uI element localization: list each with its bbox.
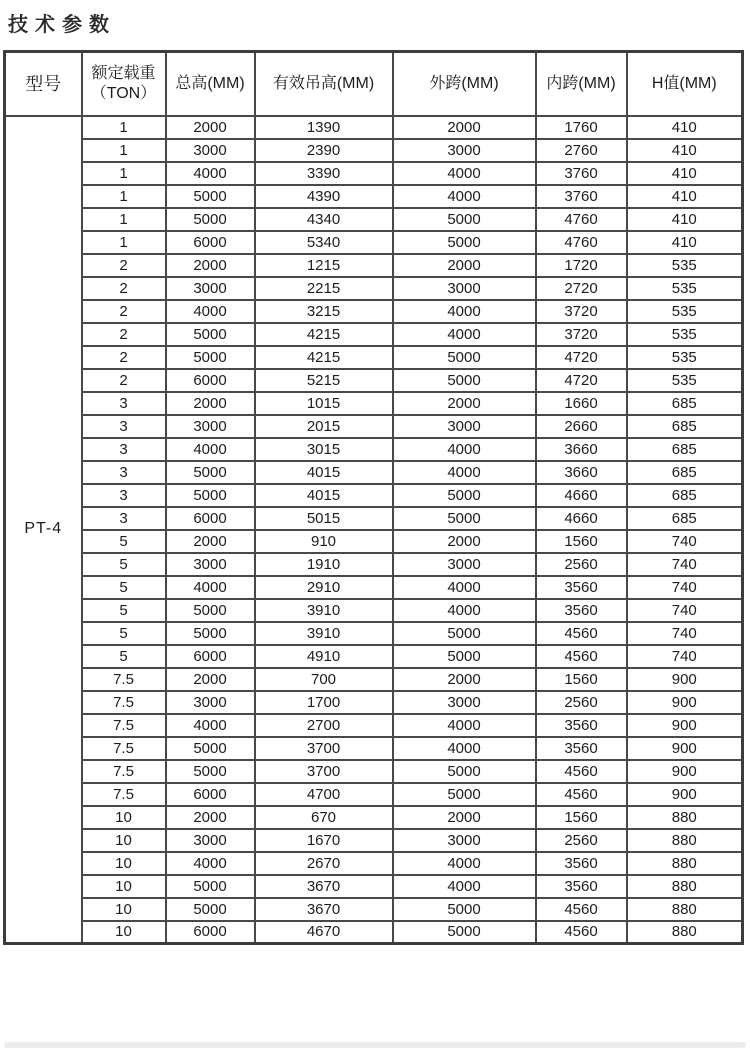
table-cell: 740 <box>627 530 743 553</box>
table-cell: 2 <box>82 323 166 346</box>
table-cell: 4760 <box>536 208 627 231</box>
table-cell: 5000 <box>166 875 255 898</box>
table-cell: 685 <box>627 438 743 461</box>
table-cell: 535 <box>627 369 743 392</box>
table-row <box>5 668 743 691</box>
table-cell: 2660 <box>536 415 627 438</box>
table-cell: 1 <box>82 162 166 185</box>
header-total-height: 总高(MM) <box>166 52 255 116</box>
table-cell: 700 <box>255 668 393 691</box>
table-cell: 5000 <box>166 760 255 783</box>
header-effective-lift-height: 有效吊高(MM) <box>255 52 393 116</box>
table-cell: 3390 <box>255 162 393 185</box>
header-inner-span: 内跨(MM) <box>536 52 627 116</box>
table-cell: 4670 <box>255 921 393 944</box>
table-cell: 5 <box>82 622 166 645</box>
table-cell: 6000 <box>166 369 255 392</box>
table-row <box>5 300 743 323</box>
table-cell: 6000 <box>166 507 255 530</box>
table-row <box>5 139 743 162</box>
table-cell: 880 <box>627 921 743 944</box>
table-cell: 2000 <box>393 806 536 829</box>
table-cell: 4000 <box>393 737 536 760</box>
table-cell: 3 <box>82 415 166 438</box>
table-cell: 4000 <box>393 300 536 323</box>
table-cell: 5015 <box>255 507 393 530</box>
table-cell: 1 <box>82 208 166 231</box>
table-cell: 5 <box>82 599 166 622</box>
table-cell: 3000 <box>393 139 536 162</box>
table-cell: 2390 <box>255 139 393 162</box>
table-cell: 2015 <box>255 415 393 438</box>
table-row <box>5 484 743 507</box>
table-cell: 4660 <box>536 484 627 507</box>
table-cell: 2560 <box>536 553 627 576</box>
table-row <box>5 369 743 392</box>
table-cell: 3000 <box>393 415 536 438</box>
table-cell: 4560 <box>536 783 627 806</box>
table-row <box>5 760 743 783</box>
table-cell: 3560 <box>536 714 627 737</box>
table-cell: 2700 <box>255 714 393 737</box>
table-cell: 4910 <box>255 645 393 668</box>
table-cell: 2000 <box>393 530 536 553</box>
table-row <box>5 737 743 760</box>
table-cell: 4000 <box>393 714 536 737</box>
table-cell: 3910 <box>255 599 393 622</box>
table-cell: 5000 <box>393 622 536 645</box>
table-cell: 4390 <box>255 185 393 208</box>
table-cell: 3660 <box>536 438 627 461</box>
table-cell: 2000 <box>166 254 255 277</box>
table-cell: 685 <box>627 484 743 507</box>
table-cell: 4215 <box>255 323 393 346</box>
header-row <box>5 52 743 116</box>
table-cell: 740 <box>627 622 743 645</box>
table-row <box>5 553 743 576</box>
table-cell: 4015 <box>255 484 393 507</box>
table-cell: 3560 <box>536 737 627 760</box>
table-cell: 410 <box>627 116 743 139</box>
table-cell: 3560 <box>536 875 627 898</box>
table-cell: 3000 <box>166 553 255 576</box>
table-cell: 410 <box>627 185 743 208</box>
table-cell: 5000 <box>166 599 255 622</box>
table-cell: 2 <box>82 254 166 277</box>
table-cell: 2670 <box>255 852 393 875</box>
table-cell: 10 <box>82 829 166 852</box>
table-row <box>5 852 743 875</box>
table-cell: 1215 <box>255 254 393 277</box>
table-cell: 535 <box>627 346 743 369</box>
table-cell: 7.5 <box>82 714 166 737</box>
table-cell: 1670 <box>255 829 393 852</box>
table-cell: 5000 <box>393 921 536 944</box>
table-cell: 2000 <box>393 668 536 691</box>
table-cell: 535 <box>627 323 743 346</box>
table-cell: 4000 <box>393 576 536 599</box>
table-cell: 3000 <box>166 691 255 714</box>
table-cell: 1910 <box>255 553 393 576</box>
table-cell: 4000 <box>166 852 255 875</box>
table-cell: 2000 <box>393 116 536 139</box>
table-row <box>5 530 743 553</box>
table-cell: 3000 <box>393 277 536 300</box>
table-cell: 3 <box>82 507 166 530</box>
table-cell: 6000 <box>166 921 255 944</box>
table-row <box>5 622 743 645</box>
table-cell: 5340 <box>255 231 393 254</box>
bottom-strip <box>4 1042 746 1048</box>
table-cell: 410 <box>627 162 743 185</box>
table-cell: 5000 <box>166 323 255 346</box>
table-cell: 685 <box>627 507 743 530</box>
table-cell: 3215 <box>255 300 393 323</box>
table-row <box>5 116 743 139</box>
table-cell: 5 <box>82 530 166 553</box>
table-cell: 7.5 <box>82 783 166 806</box>
table-cell: 740 <box>627 599 743 622</box>
table-cell: 10 <box>82 852 166 875</box>
table-row <box>5 714 743 737</box>
table-cell: 4000 <box>393 875 536 898</box>
table-cell: 3 <box>82 484 166 507</box>
table-cell: 410 <box>627 139 743 162</box>
table-cell: 3000 <box>393 829 536 852</box>
table-cell: 3000 <box>166 829 255 852</box>
table-cell: 10 <box>82 921 166 944</box>
table-cell: 2910 <box>255 576 393 599</box>
table-cell: 2 <box>82 300 166 323</box>
table-body <box>5 116 743 944</box>
table-row <box>5 185 743 208</box>
table-cell: 5000 <box>393 484 536 507</box>
table-row <box>5 645 743 668</box>
table-cell: 5000 <box>393 760 536 783</box>
table-cell: 670 <box>255 806 393 829</box>
table-cell: 1760 <box>536 116 627 139</box>
table-cell: 4660 <box>536 507 627 530</box>
table-cell: 1560 <box>536 530 627 553</box>
table-cell: 900 <box>627 783 743 806</box>
header-rated-load-line1: 额定载重 <box>91 64 156 82</box>
table-cell: 1015 <box>255 392 393 415</box>
table-cell: 3 <box>82 438 166 461</box>
table-cell: 4000 <box>393 599 536 622</box>
table-cell: 2560 <box>536 691 627 714</box>
table-cell: 4700 <box>255 783 393 806</box>
table-cell: 410 <box>627 231 743 254</box>
table-cell: 4560 <box>536 898 627 921</box>
table-cell: 1700 <box>255 691 393 714</box>
table-cell: 10 <box>82 875 166 898</box>
table-cell: 4000 <box>166 438 255 461</box>
table-cell: 2 <box>82 277 166 300</box>
table-cell: 4560 <box>536 622 627 645</box>
table-cell: 10 <box>82 898 166 921</box>
table-cell: 2 <box>82 369 166 392</box>
table-cell: 3000 <box>393 691 536 714</box>
table-cell: 5215 <box>255 369 393 392</box>
table-cell: 535 <box>627 254 743 277</box>
table-cell: 740 <box>627 553 743 576</box>
table-cell: 5000 <box>166 737 255 760</box>
table-cell: 6000 <box>166 783 255 806</box>
table-cell: 3560 <box>536 599 627 622</box>
table-cell: 4560 <box>536 921 627 944</box>
table-cell: 5000 <box>166 208 255 231</box>
table-cell: 4000 <box>166 576 255 599</box>
table-row <box>5 898 743 921</box>
table-cell: 3700 <box>255 760 393 783</box>
table-cell: 5000 <box>166 461 255 484</box>
table-cell: 1390 <box>255 116 393 139</box>
table-cell: 2 <box>82 346 166 369</box>
table-cell: 3015 <box>255 438 393 461</box>
model-cell: PT-4 <box>5 116 82 944</box>
table-cell: 880 <box>627 898 743 921</box>
table-cell: 4560 <box>536 645 627 668</box>
header-model: 型号 <box>5 52 82 116</box>
table-cell: 900 <box>627 760 743 783</box>
table-cell: 3700 <box>255 737 393 760</box>
table-cell: 535 <box>627 300 743 323</box>
table-cell: 685 <box>627 392 743 415</box>
header-rated-load <box>82 52 166 116</box>
table-cell: 5000 <box>166 484 255 507</box>
table-row <box>5 806 743 829</box>
table-cell: 5000 <box>393 783 536 806</box>
table-cell: 3670 <box>255 875 393 898</box>
table-cell: 2000 <box>166 668 255 691</box>
table-cell: 4340 <box>255 208 393 231</box>
table-cell: 3000 <box>166 139 255 162</box>
table-cell: 4000 <box>393 852 536 875</box>
table-cell: 5 <box>82 645 166 668</box>
table-cell: 910 <box>255 530 393 553</box>
table-cell: 7.5 <box>82 668 166 691</box>
table-cell: 4000 <box>166 300 255 323</box>
table-cell: 5000 <box>166 185 255 208</box>
table-cell: 5000 <box>393 369 536 392</box>
table-cell: 535 <box>627 277 743 300</box>
table-cell: 2000 <box>166 392 255 415</box>
table-cell: 685 <box>627 461 743 484</box>
table-cell: 3 <box>82 461 166 484</box>
table-cell: 4720 <box>536 346 627 369</box>
table-cell: 7.5 <box>82 691 166 714</box>
header-outer-span: 外跨(MM) <box>393 52 536 116</box>
table-cell: 740 <box>627 645 743 668</box>
table-row <box>5 392 743 415</box>
table-cell: 685 <box>627 415 743 438</box>
table-cell: 3000 <box>166 277 255 300</box>
header-rated-load-line2: （TON） <box>90 84 157 102</box>
table-cell: 3670 <box>255 898 393 921</box>
table-cell: 740 <box>627 576 743 599</box>
table-cell: 4000 <box>166 162 255 185</box>
table-cell: 5000 <box>166 346 255 369</box>
table-cell: 2760 <box>536 139 627 162</box>
table-cell: 900 <box>627 714 743 737</box>
table-cell: 2000 <box>393 254 536 277</box>
page-title: 技术参数 <box>8 14 116 36</box>
table-cell: 4560 <box>536 760 627 783</box>
table-cell: 4000 <box>393 185 536 208</box>
table-row <box>5 346 743 369</box>
table-row <box>5 254 743 277</box>
table-cell: 4015 <box>255 461 393 484</box>
table-cell: 5000 <box>166 898 255 921</box>
table-cell: 2720 <box>536 277 627 300</box>
table-cell: 4720 <box>536 369 627 392</box>
table-cell: 410 <box>627 208 743 231</box>
table-cell: 3760 <box>536 185 627 208</box>
table-cell: 4000 <box>393 461 536 484</box>
table-cell: 1560 <box>536 806 627 829</box>
table-row <box>5 599 743 622</box>
table-cell: 3560 <box>536 576 627 599</box>
table-cell: 4000 <box>393 438 536 461</box>
table-cell: 1720 <box>536 254 627 277</box>
table-cell: 5000 <box>393 231 536 254</box>
table-row <box>5 507 743 530</box>
table-cell: 3000 <box>166 415 255 438</box>
table-cell: 880 <box>627 806 743 829</box>
table-cell: 2000 <box>166 530 255 553</box>
table-cell: 1560 <box>536 668 627 691</box>
table-cell: 1 <box>82 231 166 254</box>
table-row <box>5 277 743 300</box>
table-cell: 6000 <box>166 645 255 668</box>
table-cell: 900 <box>627 668 743 691</box>
table-cell: 880 <box>627 852 743 875</box>
table-cell: 3720 <box>536 300 627 323</box>
table-cell: 2000 <box>166 806 255 829</box>
table-cell: 900 <box>627 691 743 714</box>
table-cell: 5000 <box>393 346 536 369</box>
table-row <box>5 691 743 714</box>
table-row <box>5 921 743 944</box>
table-row <box>5 783 743 806</box>
table-row <box>5 162 743 185</box>
table-cell: 4000 <box>393 162 536 185</box>
table-cell: 10 <box>82 806 166 829</box>
table-cell: 3760 <box>536 162 627 185</box>
table-row <box>5 875 743 898</box>
table-cell: 4215 <box>255 346 393 369</box>
table-cell: 1 <box>82 116 166 139</box>
table-cell: 5000 <box>393 507 536 530</box>
table-cell: 5000 <box>393 208 536 231</box>
table-cell: 3 <box>82 392 166 415</box>
table-cell: 900 <box>627 737 743 760</box>
table-cell: 6000 <box>166 231 255 254</box>
table-cell: 4760 <box>536 231 627 254</box>
table-cell: 5 <box>82 576 166 599</box>
table-cell: 2215 <box>255 277 393 300</box>
table-cell: 880 <box>627 875 743 898</box>
table-row <box>5 438 743 461</box>
table-row <box>5 208 743 231</box>
table-row <box>5 576 743 599</box>
header-h-value: H值(MM) <box>627 52 743 116</box>
table-cell: 5 <box>82 553 166 576</box>
table-cell: 3000 <box>393 553 536 576</box>
table-header <box>5 52 743 116</box>
table-cell: 4000 <box>393 323 536 346</box>
table-cell: 3660 <box>536 461 627 484</box>
table-cell: 880 <box>627 829 743 852</box>
table-cell: 4000 <box>166 714 255 737</box>
parameters-table <box>3 50 744 945</box>
table-cell: 5000 <box>393 645 536 668</box>
table-row <box>5 323 743 346</box>
table-row <box>5 461 743 484</box>
table-cell: 1 <box>82 185 166 208</box>
table-cell: 2000 <box>166 116 255 139</box>
table-cell: 3910 <box>255 622 393 645</box>
table-cell: 7.5 <box>82 737 166 760</box>
table-row <box>5 415 743 438</box>
table-cell: 5000 <box>166 622 255 645</box>
table-cell: 5000 <box>393 898 536 921</box>
table-cell: 7.5 <box>82 760 166 783</box>
table-row <box>5 829 743 852</box>
table-row <box>5 231 743 254</box>
table-cell: 2560 <box>536 829 627 852</box>
table-cell: 1660 <box>536 392 627 415</box>
table-cell: 3560 <box>536 852 627 875</box>
table-cell: 1 <box>82 139 166 162</box>
table-cell: 2000 <box>393 392 536 415</box>
table-cell: 3720 <box>536 323 627 346</box>
